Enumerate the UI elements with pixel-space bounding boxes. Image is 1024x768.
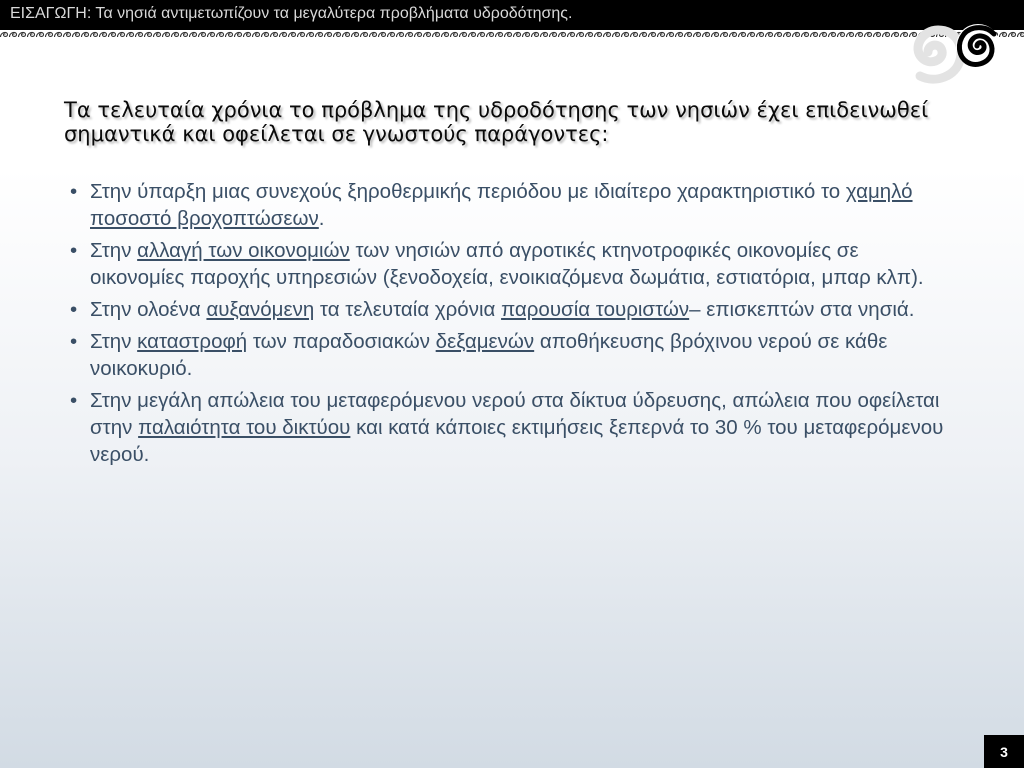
- underlined-term: παλαιότητα του δικτύου: [138, 416, 351, 439]
- bullet-text: Στην: [90, 239, 138, 262]
- underlined-term: καταστροφή: [137, 330, 248, 353]
- bullet-text: – επισκεπτών στα νησιά.: [689, 298, 915, 321]
- bullet-symbol: •: [70, 239, 78, 262]
- bullet-symbol: •: [70, 330, 78, 353]
- list-item: [70, 387, 950, 468]
- bullet-symbol: •: [70, 180, 78, 203]
- bullet-text: των παραδοσιακών: [247, 330, 436, 353]
- bullet-text: Στην ύπαρξη μιας συνεχούς ξηροθερμικής περιόδου με ιδιαίτερο χαρακτηριστικό το: [90, 180, 846, 203]
- list-item: [70, 178, 950, 232]
- bullet-text: αποθήκευσης βρόχινου νερού σε κάθε νοικοκυριό.: [90, 330, 888, 380]
- underlined-term: παρουσία τουριστών: [501, 298, 690, 321]
- bullet-text: Στην: [90, 330, 138, 353]
- list-item: [70, 296, 950, 323]
- bullet-text: τα τελευταία χρόνια: [314, 298, 502, 321]
- page-number: 3: [984, 735, 1024, 768]
- header-title: ΕΙΣΑΓΩΓΗ: Τα νησιά αντιμετωπίζουν τα μεγαλύτερα προβλήματα υδροδότησης.: [10, 5, 573, 22]
- bullet-text: και κατά κάποιες εκτιμήσεις ξεπερνά το 30 % του μεταφερόμενου νερού.: [90, 416, 944, 466]
- bullet-text: των νησιών από αγροτικές κτηνοτροφικές οικονομίες σε οικονομίες παροχής υπηρεσιών (ξενοδοχεία, ενοικιαζόμενα δωμάτια, εστιατόρια, μπαρ κλπ).: [90, 239, 924, 289]
- list-item: [70, 328, 950, 382]
- bullet-list: [70, 178, 950, 473]
- bullet-text: .: [318, 207, 325, 230]
- spiral-logo-icon: [880, 6, 1010, 106]
- wave-meander-border: [0, 30, 1024, 38]
- bullet-symbol: •: [70, 298, 78, 321]
- bullet-symbol: •: [70, 389, 78, 412]
- list-item: [70, 237, 950, 291]
- underlined-term: χαμηλό ποσοστό βροχοπτώσεων: [90, 180, 913, 230]
- underlined-term: δεξαμενών: [435, 330, 535, 353]
- underlined-term: αυξανόμενη: [206, 298, 315, 321]
- bullet-text: Στην μεγάλη απώλεια του μεταφερόμενου νερού στα δίκτυα ύδρευσης, απώλεια που οφείλεται στην: [90, 389, 940, 439]
- header-bar: [0, 0, 1024, 30]
- underlined-term: αλλαγή των οικονομιών: [137, 239, 350, 262]
- bullet-text: Στην ολοένα: [90, 298, 207, 321]
- slide-title: Τα τελευταία χρόνια το πρόβλημα της υδροδότησης των νησιών έχει επιδεινωθεί σημαντικά και οφείλεται σε γνωστούς παράγοντες:: [64, 98, 929, 146]
